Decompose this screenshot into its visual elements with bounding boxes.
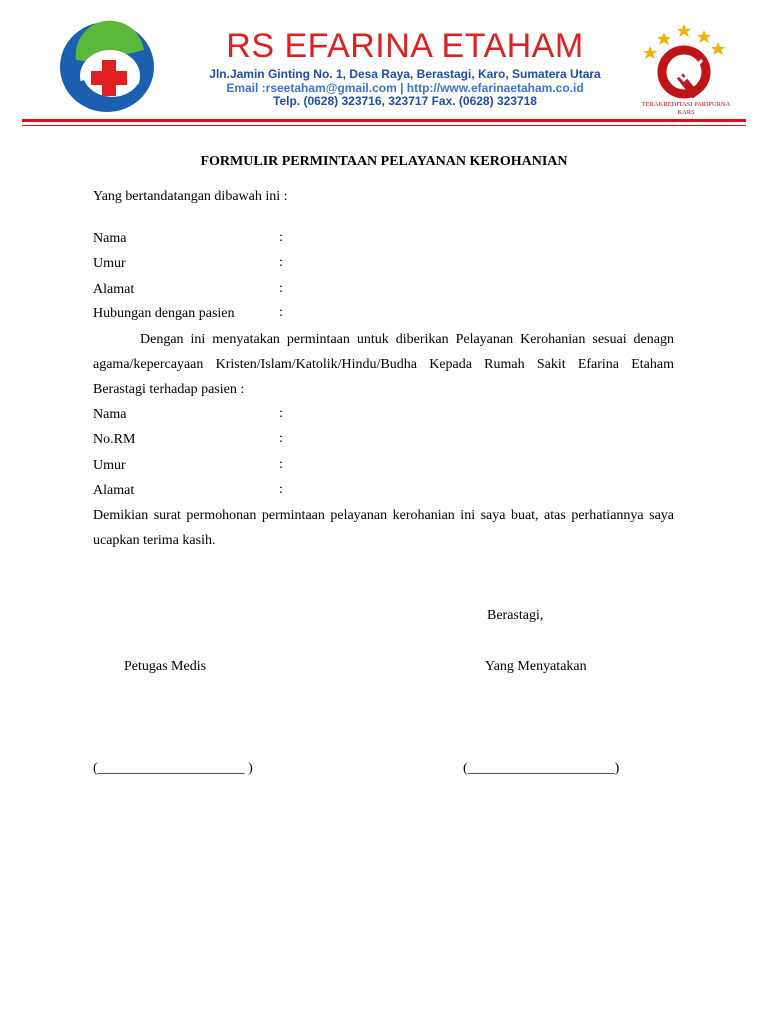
accreditation-logo — [640, 20, 730, 102]
patient-rm-label: No.RM — [93, 432, 136, 447]
signer-name-label: Nama — [93, 231, 127, 246]
patient-name-label: Nama — [93, 407, 127, 422]
header-rule-thin — [22, 125, 746, 126]
patient-address-label: Alamat — [93, 483, 135, 498]
right-signer-role: Yang Menyatakan — [485, 659, 587, 674]
hospital-contact: Email :rseetaham@gmail.com | http://www.efarinaetaham.co.id — [226, 81, 584, 95]
signer-age-colon: : — [279, 255, 283, 270]
header-rule-thick — [22, 119, 746, 122]
closing-paragraph: Demikian surat permohonan permintaan pelayanan kerohanian ini saya buat, atas perhatiannya saya ucapkan terima kasih. — [93, 508, 674, 548]
signature-place: Berastagi, — [487, 608, 544, 623]
patient-rm-colon: : — [279, 431, 283, 446]
signer-age-label: Umur — [93, 256, 126, 271]
accreditation-text — [632, 101, 740, 117]
hospital-phone: Telp. (0628) 323716, 323717 Fax. (0628) 323718 — [273, 94, 537, 108]
accreditation-line-2: KARS — [677, 109, 695, 116]
right-signature-line: (_____________________) — [463, 761, 620, 776]
hospital-name: RS EFARINA ETAHAM — [226, 27, 584, 65]
left-signer-role: Petugas Medis — [124, 659, 207, 674]
hospital-address: Jln.Jamin Ginting No. 1, Desa Raya, Berastagi, Karo, Sumatera Utara — [209, 67, 601, 81]
intro-text: Yang bertandatangan dibawah ini : — [93, 189, 288, 204]
patient-name-colon: : — [279, 406, 283, 421]
signer-name-colon: : — [279, 230, 283, 245]
form-title: FORMULIR PERMINTAAN PELAYANAN KEROHANIAN — [200, 154, 568, 169]
left-signature-line: (_____________________ ) — [93, 761, 253, 776]
signer-address-label: Alamat — [93, 282, 135, 297]
signer-address-colon: : — [279, 281, 283, 296]
patient-age-colon: : — [279, 457, 283, 472]
signer-relationship-colon: : — [279, 305, 283, 320]
patient-address-colon: : — [279, 482, 283, 497]
signer-relationship-label: Hubungan dengan pasien — [93, 306, 235, 321]
patient-age-label: Umur — [93, 458, 126, 473]
hospital-logo — [58, 20, 156, 114]
statement-paragraph: Dengan ini menyatakan permintaan untuk diberikan Pelayanan Kerohanian sesuai denagn agama/kepercayaan Kristen/Islam/Katolik/Hindu/Budha Kepada Rumah Sakit Efarina Etaham Berastagi terhadap pasien : — [93, 332, 674, 397]
accreditation-line-1: TERAKREDITASI PARIPURNA — [641, 101, 731, 108]
